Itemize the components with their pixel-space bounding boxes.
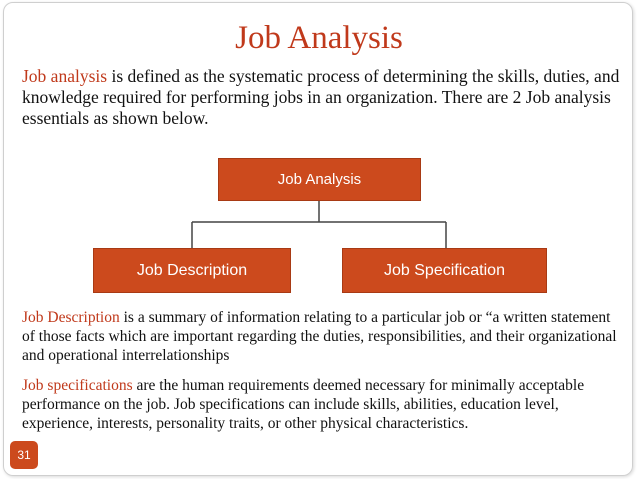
job-description-paragraph (22, 308, 626, 365)
node-job-specification: Job Specification (342, 248, 547, 293)
node-job-description: Job Description (93, 248, 291, 293)
intro-term: Job analysis (22, 66, 108, 86)
job-specifications-term: Job specifications (22, 377, 133, 394)
node-job-analysis: Job Analysis (218, 158, 421, 201)
intro-text: is defined as the systematic process of determining the skills, duties, and knowledge required for performing jobs in an organization. There are 2 Job analysis essentials as shown below. (22, 66, 620, 128)
slide-title: Job Analysis (235, 20, 403, 56)
page-number-badge: 31 (10, 441, 38, 469)
job-description-text: is a summary of information relating to a particular job or “a written statement of those facts which are important regarding the duties, responsibilities, and their organizational and operational interrelationships (22, 309, 617, 364)
job-description-term: Job Description (22, 309, 120, 326)
job-specifications-text: are the human requirements deemed necessary for minimally acceptable performance on the job. Job specifications can include skills, abilities, education level, experience, interests, personality traits, or other physical characteristics. (22, 377, 585, 432)
job-specifications-paragraph (22, 376, 626, 433)
